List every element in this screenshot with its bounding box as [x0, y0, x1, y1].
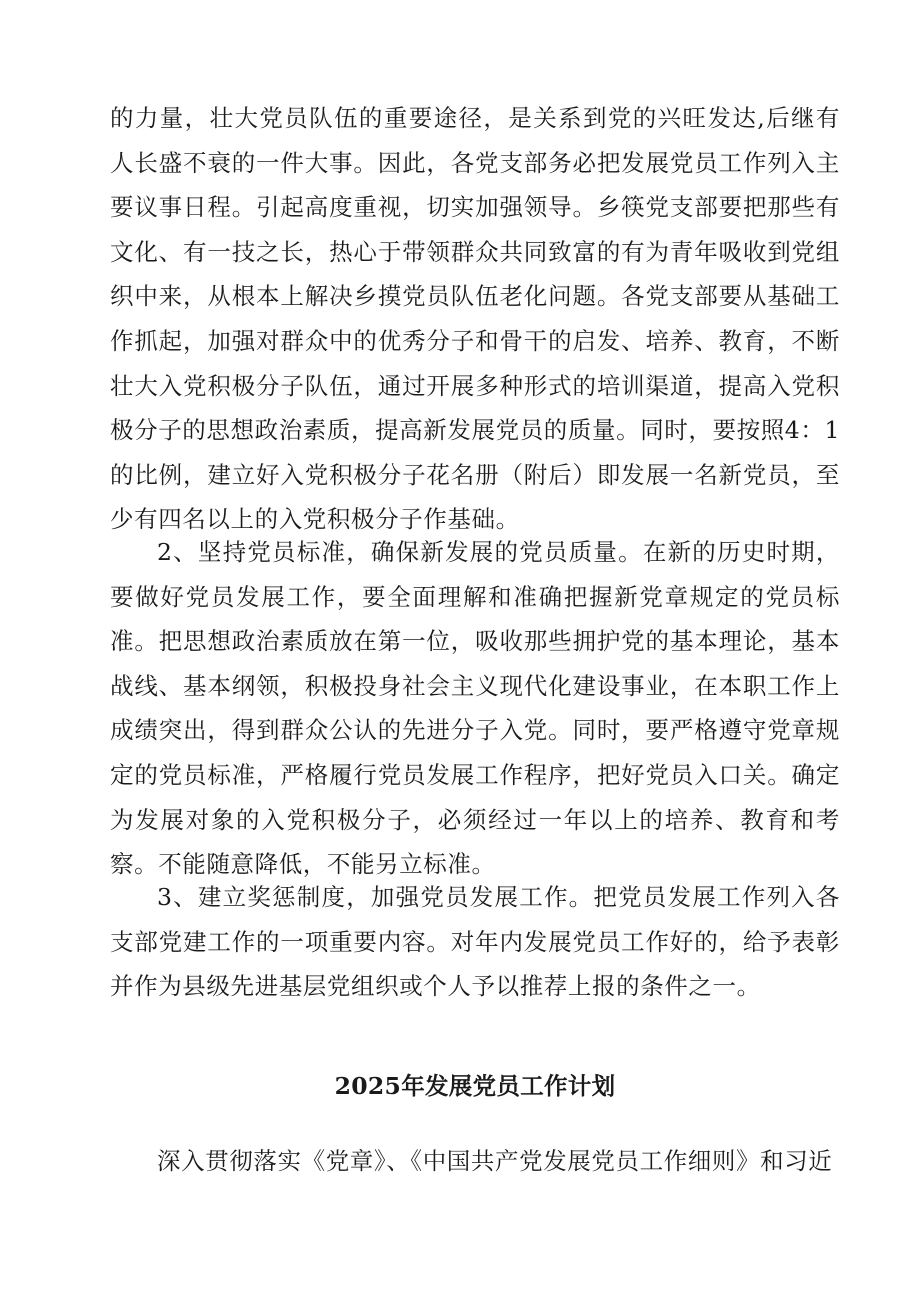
body-paragraph-point-2: 2、坚持党员标准，确保新发展的党员质量。在新的历史时期，要做好党员发展工作，要全面理解和准确把握新党章规定的党员标准。把思想政治素质放在第一位，吸收那些拥护党的基本理论，基本战线、基本纲领，积极投身社会主义现代化建设事业，在本职工作上成绩突出，得到群众公认的先进分子入党。同时，要严格遵守党章规定的党员标准，严格履行党员发展工作程序，把好党员入口关。确定为发展对象的入党积极分子，必须经过一年以上的培养、教育和考察。不能随意降低，不能另立标准。 [110, 538, 840, 879]
body-paragraph-continuation: 的力量，壮大党员队伍的重要途径，是关系到党的兴旺发达,后继有人长盛不衰的一件大事。因此，各党支部务必把发展党员工作列入主要议事日程。引起高度重视，切实加强领导。乡筷党支部要把那些有文化、有一技之长，热心于带领群众共同致富的有为青年吸收到党组织中来，从根本上解决乡摸党员队伍老化问题。各党支部要从基础工作抓起，加强对群众中的优秀分子和骨干的启发、培养、教育，不断壮大入党积极分子队伍，通过开展多种形式的培训渠道，提高入党积极分子的思想政治素质，提高新发展党员的质量。同时，要按照4：1的比例，建立好入党积极分子花名册（附后）即发展一名新党员，至少有四名以上的入党积极分子作基础。 [110, 104, 841, 534]
section-title: 2025年发展党员工作计划 [334, 1072, 616, 1100]
intro-paragraph: 深入贯彻落实《党章》、《中国共产党发展党员工作细则》和习近 [157, 1147, 833, 1175]
body-paragraph-point-3: 3、建立奖惩制度，加强党员发展工作。把党员发展工作列入各支部党建工作的一项重要内容。对年内发展党员工作好的，给予表彰并作为县级先进基层党组织或个人予以推荐上报的条件之一。 [110, 883, 840, 1001]
